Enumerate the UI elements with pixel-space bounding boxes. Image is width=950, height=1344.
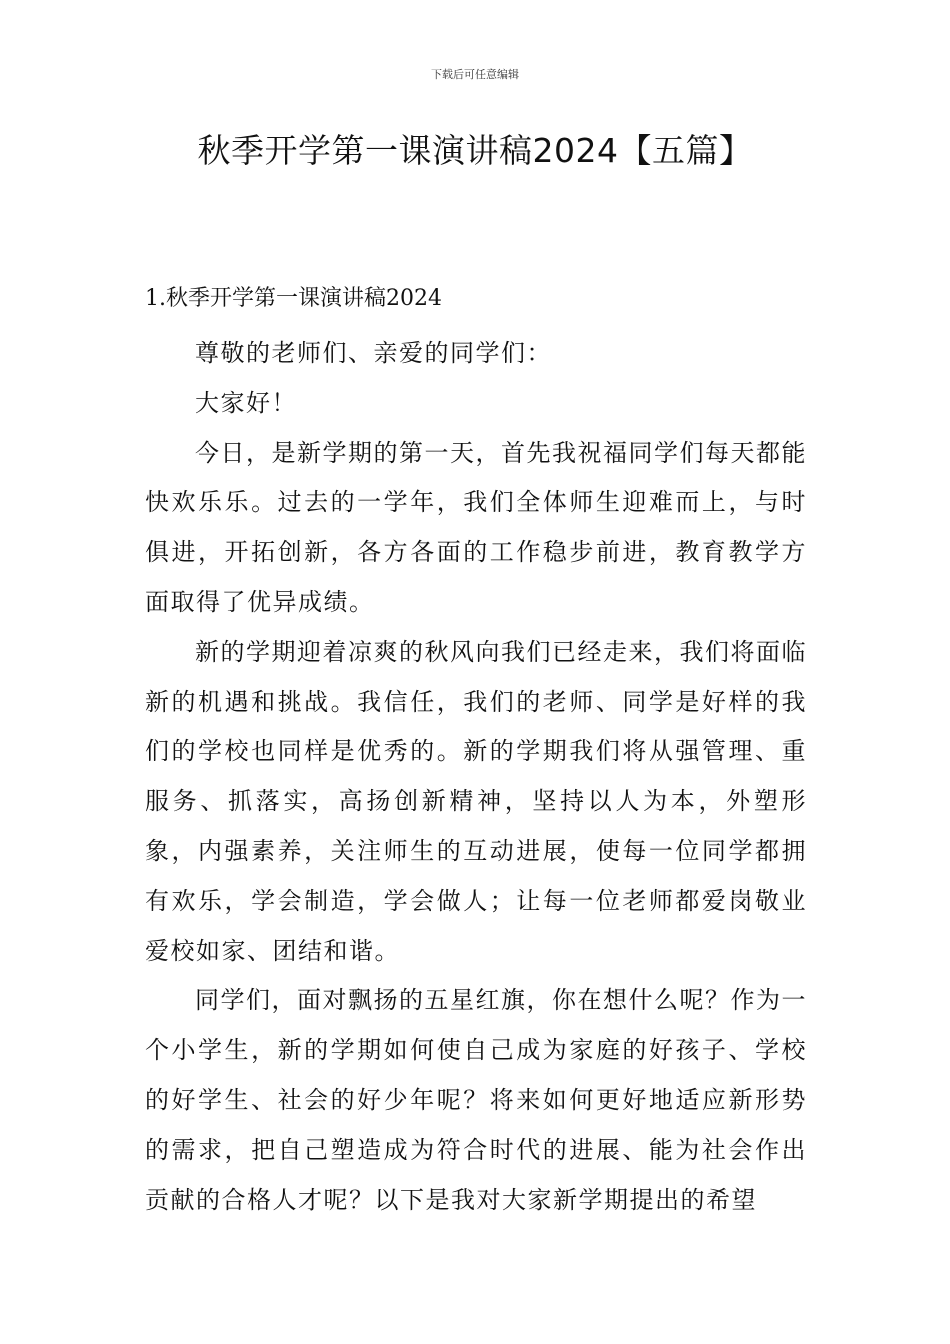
- document-title: 秋季开学第一课演讲稿2024【五篇】: [197, 131, 753, 170]
- body-paragraph: 新的学期迎着凉爽的秋风向我们已经走来，我们将面临新的机遇和挑战。我信任，我们的老师、同学是好样的我们的学校也同样是优秀的。新的学期我们将从强管理、重服务、抓落实，高扬创新精神，坚持以人为本，外塑形象，内强素养，关注师生的互动进展，使每一位同学都拥有欢乐，学会制造，学会做人；让每一位老师都爱岗敬业爱校如家、团结和谐。: [145, 637, 807, 965]
- body-paragraph: 今日，是新学期的第一天，首先我祝福同学们每天都能快欢乐乐。过去的一学年，我们全体师生迎难而上，与时俱进，开拓创新，各方各面的工作稳步前进，教育教学方面取得了优异成绩。: [145, 438, 807, 616]
- salutation-paragraph: 尊敬的老师们、亲爱的同学们：: [195, 339, 552, 367]
- body-paragraph: 同学们，面对飘扬的五星红旗，你在想什么呢？作为一个小学生，新的学期如何使自己成为家庭的好孩子、学校的好学生、社会的好少年呢？将来如何更好地适应新形势的需求，把自己塑造成为符合时代的进展、能为社会作出贡献的合格人才呢？以下是我对大家新学期提出的希望: [145, 986, 807, 1214]
- speech-body: [145, 329, 807, 1225]
- page-header-note: 下载后可任意编辑: [431, 68, 519, 81]
- greeting-paragraph: 大家好！: [195, 388, 297, 417]
- section-heading: 1.秋季开学第一课演讲稿2024: [145, 286, 442, 311]
